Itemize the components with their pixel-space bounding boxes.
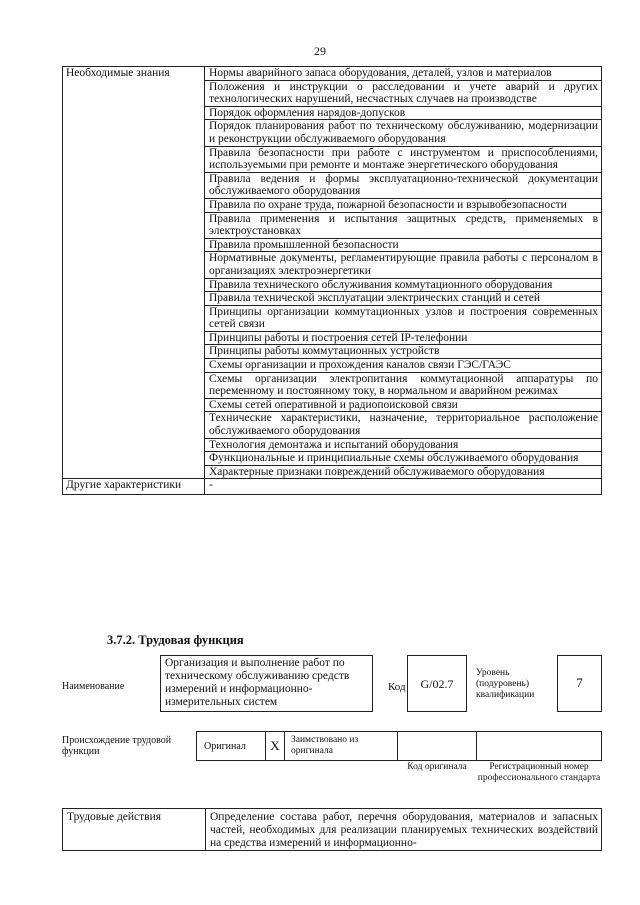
reg-caption: Регистрационный номер профессионального стандарта — [477, 762, 601, 783]
knowledge-item: Схемы организации и прохождения каналов связи ГЭС/ГАЭС — [205, 359, 602, 373]
original-cell — [196, 731, 266, 761]
knowledge-item: Порядок планирования работ по техническому обслуживанию, модернизации и реконструкции обслуживаемого оборудования — [205, 120, 602, 146]
knowledge-item: Правила технической эксплуатации электрических станций и сетей — [205, 292, 602, 306]
knowledge-item: Правила промышленной безопасности — [205, 238, 602, 252]
knowledge-row — [63, 67, 602, 81]
knowledge-item: Правила безопасности при работе с инструментом и приспособлениями, используемыми при ремонте и монтаже энергетического оборудования — [205, 146, 602, 172]
knowledge-item: Нормативные документы, регламентирующие правила работы с персоналом в организациях электроэнергетики — [205, 252, 602, 278]
actions-label: Трудовые действия — [63, 809, 206, 851]
other-value: - — [205, 479, 602, 495]
knowledge-item: Схемы сетей оперативной и радиопоисковой связи — [205, 398, 602, 412]
knowledge-table — [62, 66, 602, 495]
page-number: 29 — [314, 44, 326, 58]
knowledge-item: Порядок оформления нарядов-допусков — [205, 106, 602, 120]
knowledge-item: Технические характеристики, назначение, территориальное расположение обслуживаемого оборудования — [205, 412, 602, 438]
original-label: Оригинал — [204, 741, 246, 752]
knowledge-item: Правила технического обслуживания коммутационного оборудования — [205, 278, 602, 292]
knowledge-item: Функциональные и принципиальные схемы обслуживаемого оборудования — [205, 452, 602, 466]
name-label: Наименование — [62, 681, 125, 692]
knowledge-item: Схемы организации электропитания коммутационной аппаратуры по переменному и постоянному току, в нормальном и аварийном режимах — [205, 372, 602, 398]
origin-label: Происхождение трудовой функции — [62, 735, 172, 757]
original-mark: X — [265, 731, 285, 761]
other-label: Другие характеристики — [63, 479, 205, 495]
origin-code-cell — [397, 731, 477, 761]
knowledge-label: Необходимые знания — [63, 67, 205, 479]
knowledge-item: Правила по охране труда, пожарной безопасности и взрывобезопасности — [205, 198, 602, 212]
other-row — [63, 479, 602, 495]
knowledge-item: Технология демонтажа и испытаний оборудования — [205, 438, 602, 452]
knowledge-item: Правила ведения и формы эксплуатационно-технической документации обслуживаемого оборудования — [205, 172, 602, 198]
knowledge-item: Характерные признаки повреждений обслуживаемого оборудования — [205, 465, 602, 479]
level-value: 7 — [557, 655, 602, 712]
borrowed-label: Заимствовано из оригинала — [291, 735, 359, 756]
actions-table — [62, 808, 602, 851]
actions-text: Определение состава работ, перечня оборудования, материалов и запасных частей, необходимых для реализации планируемых технических воздействий на средства измерений и информационно- — [206, 809, 602, 851]
function-name: Организация и выполнение работ по техническому обслуживанию средств измерений и информационно-измерительных систем — [160, 655, 373, 712]
knowledge-item: Положения и инструкции о расследовании и учете аварий и других технологических нарушений, несчастных случаев на производстве — [205, 80, 602, 106]
knowledge-item: Правила применения и испытания защитных средств, применяемых в электроустановках — [205, 212, 602, 238]
knowledge-item: Принципы работы и построения сетей IP-телефонии — [205, 331, 602, 345]
knowledge-item: Принципы организации коммутационных узлов и построения современных сетей связи — [205, 305, 602, 331]
knowledge-item: Нормы аварийного запаса оборудования, деталей, узлов и материалов — [205, 67, 602, 81]
code-caption: Код оригинала — [407, 762, 467, 772]
reg-number-cell — [476, 731, 602, 761]
knowledge-item: Принципы работы коммутационных устройств — [205, 345, 602, 359]
level-label: Уровень (подуровень) квалификации — [476, 668, 535, 700]
section-title: 3.7.2. Трудовая функция — [107, 633, 244, 647]
code-value: G/02.7 — [407, 655, 467, 712]
borrowed-cell — [284, 731, 398, 761]
code-label: Код — [388, 681, 406, 693]
